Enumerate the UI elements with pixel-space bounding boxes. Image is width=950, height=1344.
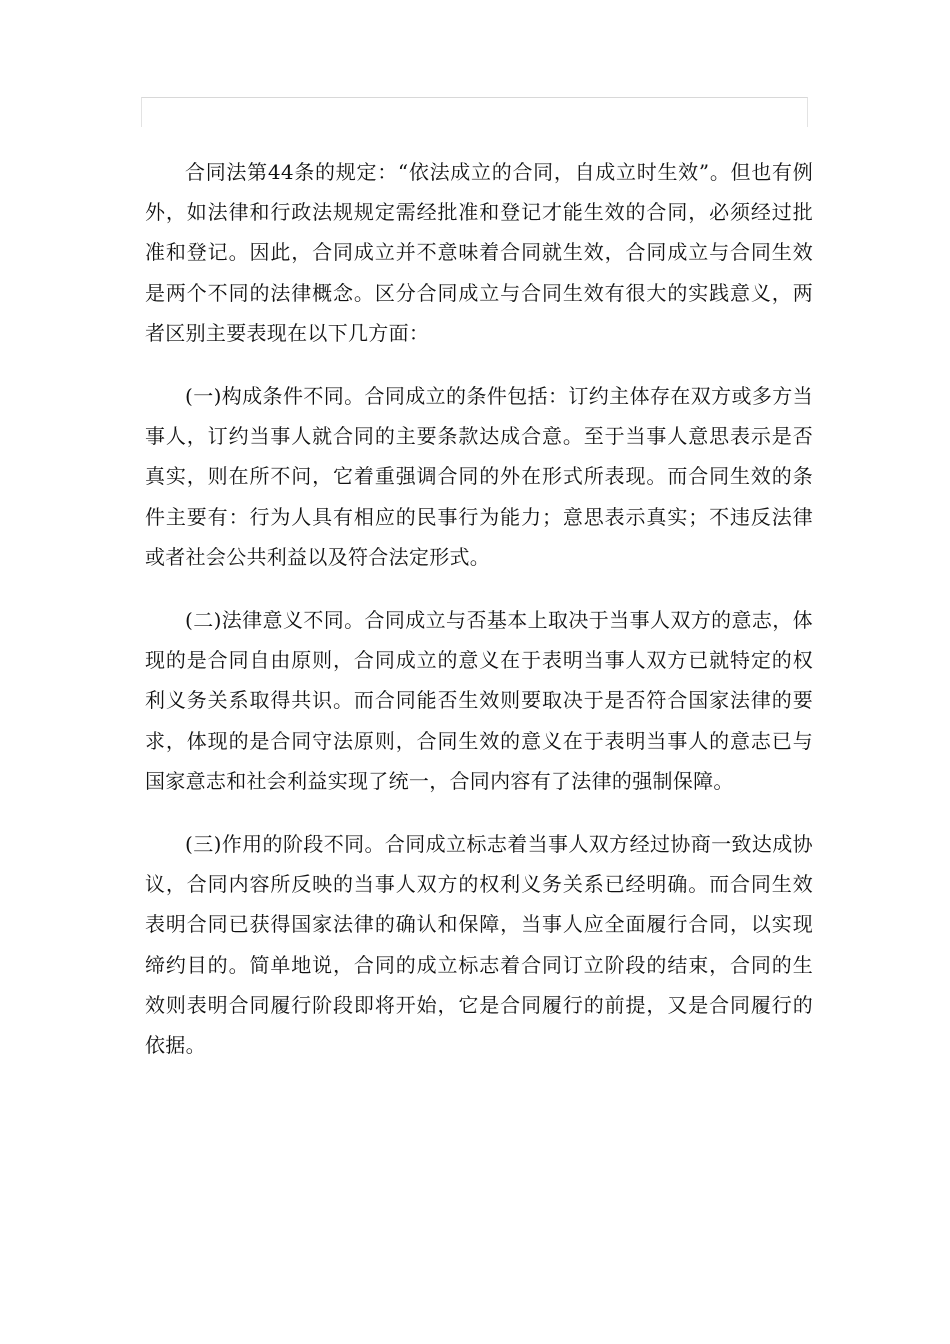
document-body <box>145 152 813 1088</box>
paragraph-section-1: (一)构成条件不同。合同成立的条件包括：订约主体存在双方或多方当事人，订约当事人就合同的主要条款达成合意。至于当事人意思表示是否真实，则在所不问，它着重强调合同的外在形式所表现。而合同生效的条件主要有：行为人具有相应的民事行为能力；意思表示真实；不违反法律或者社会公共利益以及符合法定形式。 <box>145 384 813 569</box>
paragraph-section-3: (三)作用的阶段不同。合同成立标志着当事人双方经过协商一致达成协议，合同内容所反映的当事人双方的权利义务关系已经明确。而合同生效表明合同已获得国家法律的确认和保障，当事人应全面履行合同，以实现缔约目的。简单地说，合同的成立标志着合同订立阶段的结束，合同的生效则表明合同履行阶段即将开始，它是合同履行的前提，又是合同履行的依据。 <box>145 832 813 1058</box>
header-frame <box>141 97 808 127</box>
paragraph-intro: 合同法第44条的规定：“依法成立的合同，自成立时生效”。但也有例外，如法律和行政法规规定需经批准和登记才能生效的合同，必须经过批准和登记。因此，合同成立并不意味着合同就生效，合同成立与合同生效是两个不同的法律概念。区分合同成立与合同生效有很大的实践意义，两者区别主要表现在以下几方面： <box>145 160 813 345</box>
paragraph-section-2: (二)法律意义不同。合同成立与否基本上取决于当事人双方的意志，体现的是合同自由原则，合同成立的意义在于表明当事人双方已就特定的权利义务关系取得共识。而合同能否生效则要取决于是否符合国家法律的要求，体现的是合同守法原则，合同生效的意义在于表明当事人的意志已与国家意志和社会利益实现了统一，合同内容有了法律的强制保障。 <box>145 608 813 793</box>
